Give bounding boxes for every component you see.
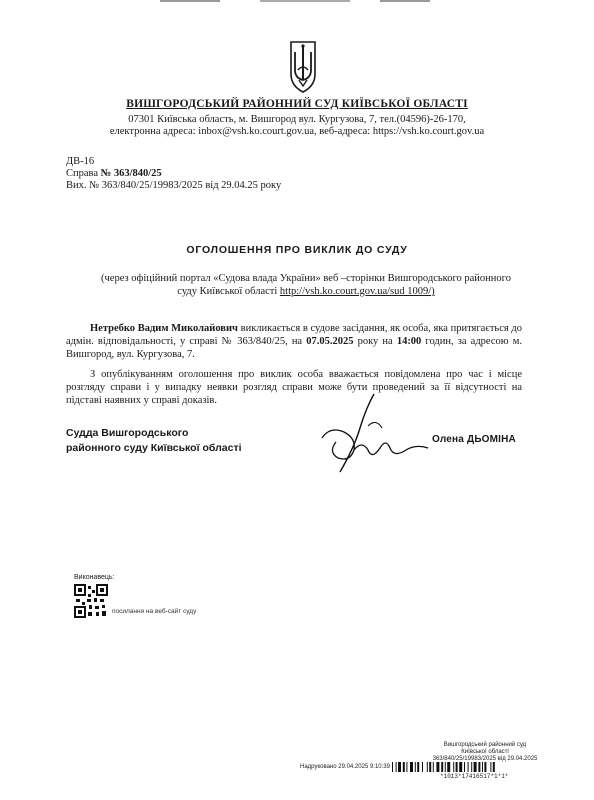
top-edge-marks xyxy=(140,0,460,4)
summoned-person: Нетребко Вадим Миколайович xyxy=(90,323,238,334)
court-name: ВИШГОРОДСЬКИЙ РАЙОННИЙ СУД КИЇВСЬКОЇ ОБЛАСТІ xyxy=(126,98,468,110)
judge-signature xyxy=(310,388,440,478)
executor-label: Виконавець: xyxy=(74,574,115,581)
barcode-bar xyxy=(493,762,495,772)
coat-of-arms-icon xyxy=(288,40,318,94)
barcode-bar xyxy=(403,762,405,772)
barcode-bar xyxy=(468,762,469,772)
barcode-bar xyxy=(456,762,458,772)
barcode-bar xyxy=(490,762,491,772)
case-label: Справа xyxy=(66,168,99,179)
subtitle-prefix: суду Київської області xyxy=(177,286,278,297)
notice-subtitle xyxy=(96,272,516,298)
qr-code-icon[interactable] xyxy=(74,584,108,618)
barcode-bar xyxy=(417,762,419,772)
stamp-line1: Вишгородський районний суд xyxy=(443,742,527,748)
hearing-time: 14:00 xyxy=(396,336,422,347)
judge-title-line2: районного суду Київської області xyxy=(66,442,242,454)
stamp-line2: Київської області xyxy=(461,749,509,755)
barcode-bar xyxy=(427,762,428,772)
qr-caption: посилання на веб-сайт суду xyxy=(112,608,197,615)
barcode-bar xyxy=(471,762,472,772)
outgoing-date: 29.04.25 року xyxy=(221,180,282,191)
barcode-bar xyxy=(433,762,434,772)
case-number: № 363/840/25 xyxy=(100,168,162,179)
court-contacts: електронна адреса: inbox@vsh.ko.court.gov.ua, веб-адреса: https://vsh.ko.court.gov.ua xyxy=(109,126,485,137)
printed-timestamp: Надруковано 29.04.2025 9:10:39 xyxy=(300,764,390,770)
barcode-bar xyxy=(415,762,416,772)
outgoing-number: 363/840/25/19983/2025 xyxy=(101,180,203,191)
barcode-bar xyxy=(484,762,486,772)
barcode-bar xyxy=(474,762,477,772)
subtitle-line1: (через офіційний портал «Судова влада України» веб –сторінки Вишгородського районного xyxy=(101,273,511,284)
barcode-bar xyxy=(429,762,431,772)
summons-paragraph xyxy=(66,322,522,361)
case-line xyxy=(66,168,162,179)
barcode-bar xyxy=(445,762,446,772)
barcode-bar xyxy=(392,762,393,772)
barcode-bar xyxy=(410,762,413,772)
barcode-bar xyxy=(464,762,465,772)
barcode-bar xyxy=(453,762,454,772)
judge-title xyxy=(66,426,242,456)
barcode-bar xyxy=(422,762,423,772)
barcode-bar xyxy=(478,762,480,772)
date-label: від xyxy=(205,180,219,191)
judge-name: Олена ДЬОМІНА xyxy=(432,434,516,445)
barcode-bar xyxy=(459,762,462,772)
judge-title-line1: Судда Вишгородського xyxy=(66,427,189,439)
notice-paragraph: З опублікуванням оголошення про виклик особа вважається повідомлена про час і місце розгляду справи і у випадку неявки розгляд справи може бути проведений за її відсутності на підставі наявних у справі доказів. xyxy=(66,369,522,406)
barcode-number: *1013*17416517*1*1* xyxy=(440,773,509,780)
barcode-bar xyxy=(398,762,401,772)
para1-part3: годин, за адресою м. Вишгород, вул. Кургузова, 7. xyxy=(66,336,522,360)
stamp-line3: 363/840/25/19983/2025 від 29.04.2025 xyxy=(432,756,538,762)
registration-stamp xyxy=(420,742,550,763)
barcode-bar xyxy=(396,762,397,772)
para1-part1: викликається в судове засідання, як особа, яка притягається до адмін. відповідальності, у справі № 363/840/25, на xyxy=(66,323,522,347)
form-code: ДВ-16 xyxy=(66,156,95,167)
notice-title: ОГОЛОШЕННЯ ПРО ВИКЛИК ДО СУДУ xyxy=(186,244,408,256)
hearing-date: 07.05.2025 xyxy=(306,336,354,347)
court-website-link[interactable]: http://vsh.ko.court.gov.ua/sud 1009/) xyxy=(279,286,435,297)
outgoing-label: Вих. № xyxy=(66,180,100,191)
para1-part2: року на xyxy=(353,336,397,347)
court-address: 07301 Київська область, м. Вишгород вул. Кургузова, 7, тел.(04596)-26-170, xyxy=(128,114,466,125)
barcode-bar xyxy=(441,762,443,772)
barcode-bar xyxy=(447,762,450,772)
barcode xyxy=(392,762,552,772)
outgoing-line xyxy=(66,180,281,191)
barcode-bar xyxy=(436,762,439,772)
barcode-bar xyxy=(406,762,407,772)
subtitle-line2 xyxy=(96,285,516,298)
barcode-bar xyxy=(482,762,483,772)
